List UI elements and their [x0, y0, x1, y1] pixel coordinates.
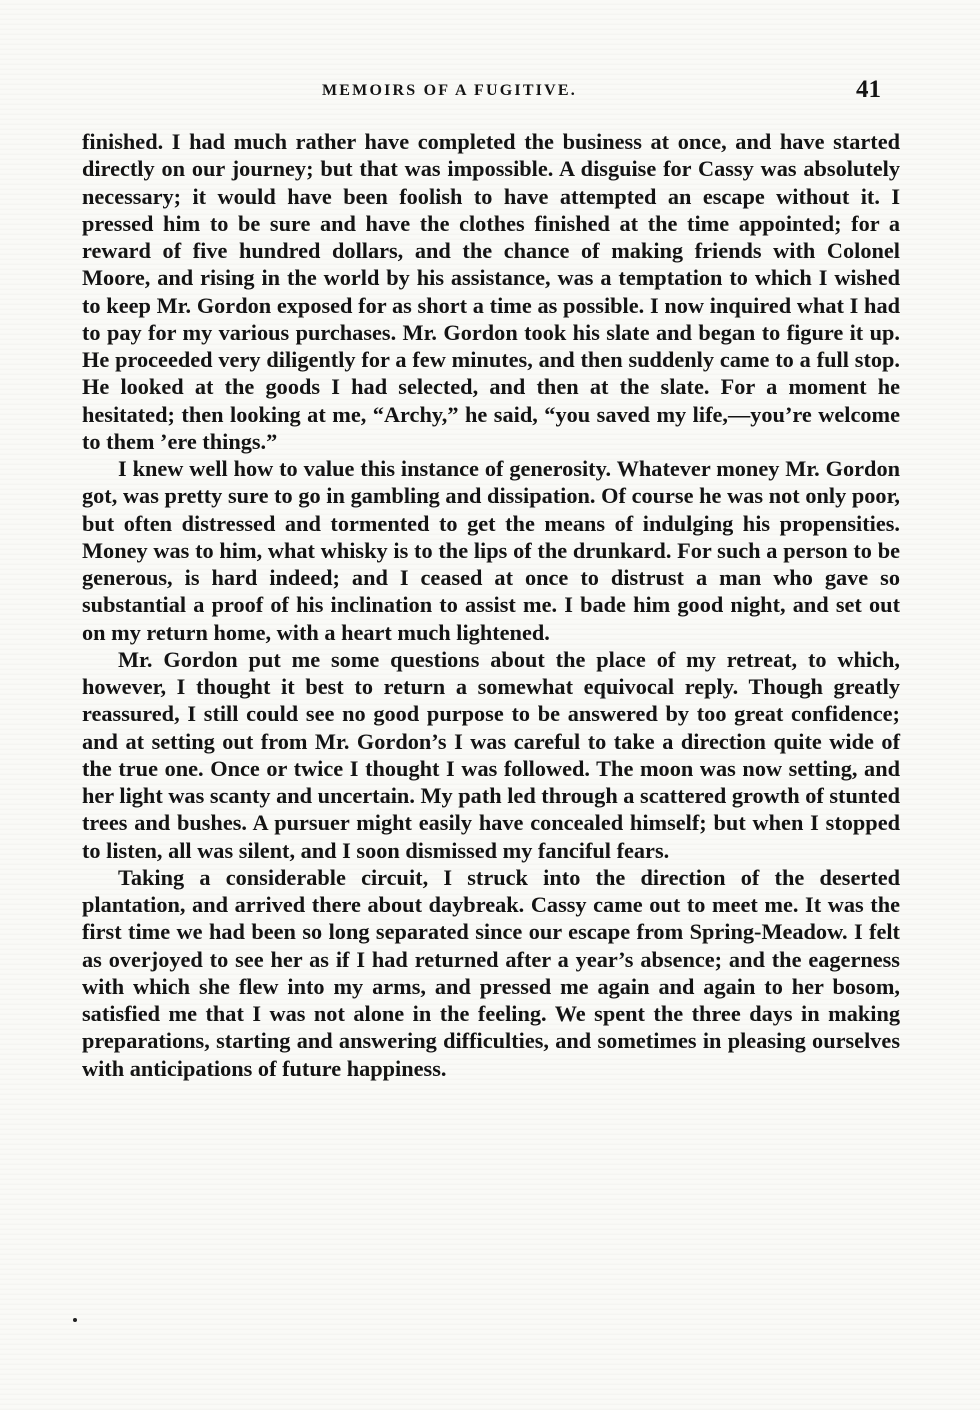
- paragraph-3: Mr. Gordon put me some questions about the place of my retreat, to which, however, I thought it best to return a somewhat equivocal reply. Though greatly reassured, I still could see no good purpose to be answered by too great confidence; and at setting out from Mr. Gordon’s I was careful to take a direction quite wide of the true one. Once or twice I thought I was followed. The moon was now setting, and her light was scanty and uncertain. My path led through a scattered growth of stunted trees and bushes. A pursuer might easily have concealed himself; but when I stopped to listen, all was silent, and I soon dismissed my fanciful fears.: [82, 646, 900, 863]
- margin-ink-dot: [73, 1318, 77, 1322]
- body-text: [82, 128, 900, 1082]
- paragraph-4: Taking a considerable circuit, I struck into the direction of the deserted plantation, and arrived there about daybreak. Cassy came out to meet me. It was the first time we had been so long separated since our escape from Spring-Meadow. I felt as overjoyed to see her as if I had returned after a year’s absence; and the eagerness with which she flew into my arms, and pressed me again and again to her bosom, satisfied me that I was not alone in the feeling. We spent the three days in making preparations, starting and answering difficulties, and sometimes in pleasing ourselves with anticipations of future happiness.: [82, 864, 900, 1081]
- running-head: [0, 76, 980, 116]
- page-number: 41: [856, 76, 881, 103]
- paragraph-2: I knew well how to value this instance of generosity. Whatever money Mr. Gordon got, was pretty sure to go in gambling and dissipation. Of course he was not only poor, but often distressed and tormented to get the means of indulging his propensities. Money was to him, what whisky is to the lips of the drunkard. For such a person to be generous, is hard indeed; and I ceased at once to distrust a man who gave so substantial a proof of his inclination to assist me. I bade him good night, and set out on my return home, with a heart much lightened.: [82, 456, 900, 645]
- paragraph-1: finished. I had much rather have completed the business at once, and have started directly on our journey; but that was impossible. A disguise for Cassy was absolutely necessary; it would have been foolish to have attempted an escape without it. I pressed him to be sure and have the clothes finished at the time appointed; for a reward of five hundred dollars, and the chance of making friends with Colonel Moore, and rising in the world by his assistance, was a temptation to which I wished to keep Mr. Gordon exposed for as short a time as possible. I now inquired what I had to pay for my various purchases. Mr. Gordon took his slate and began to figure it up. He proceeded very diligently for a few minutes, and then suddenly came to a full stop. He looked at the goods I had selected, and then at the slate. For a moment he hesitated; then looking at me, “Archy,” he said, “you saved my life,—you’re welcome to them ’ere things.”: [82, 129, 900, 454]
- running-title: MEMOIRS OF A FUGITIVE.: [322, 82, 577, 99]
